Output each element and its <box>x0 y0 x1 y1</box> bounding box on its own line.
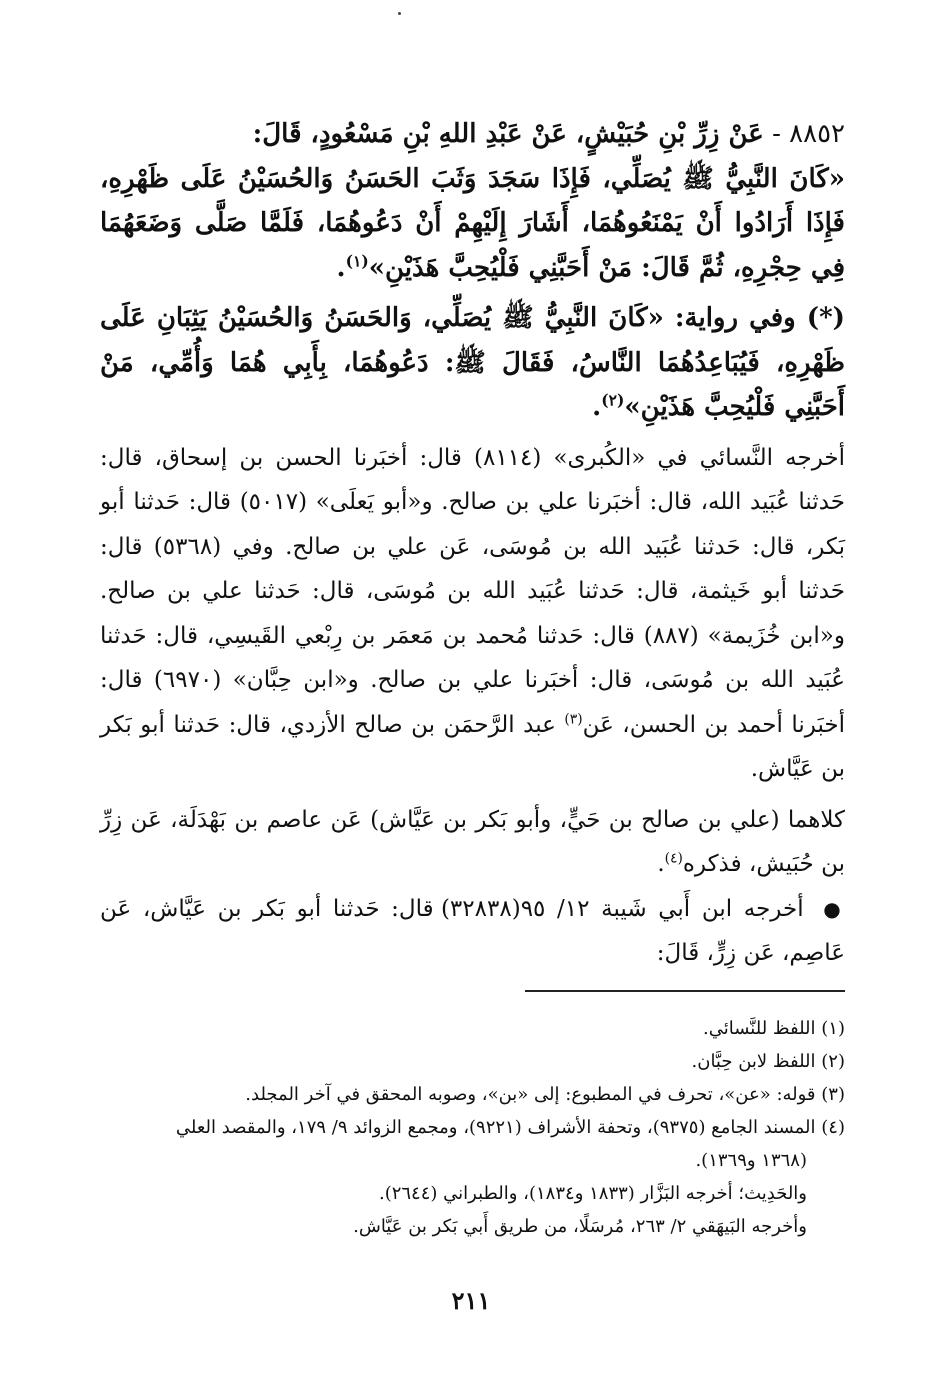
footnote-extra-1: والحَدِيث؛ أخرجه البَزَّار (١٨٣٣ و١٨٣٤)، والطبراني (٢٦٤٤). <box>378 1183 807 1204</box>
page-number: ٢١١ <box>451 1286 491 1315</box>
footnote-ref-2: (٢) <box>601 390 625 410</box>
footnote-ref-4: (٤) <box>664 850 683 867</box>
hadith-heading <box>100 112 845 157</box>
footnote-3: (٣) قوله: «عن»، تحرف في المطبوع: إلى «بن»، وصوبه المحقق في آخر المجلد. <box>245 1084 845 1105</box>
footnote-4: (٤) المسند الجامع (٩٣٧٥)، وتحفة الأشراف (٩٢٢١)، ومجمع الزوائد ٩/ ١٧٩، والمقصد العلي <box>175 1117 845 1138</box>
footnotes <box>100 1012 845 1243</box>
hadith-body: «كَانَ النَّبِيُّ ﷺ يُصَلِّي، فَإِذَا سَجَدَ وَثَبَ الحَسَنُ وَالحُسَيْنُ عَلَى ظَهْرِهِ، فَإِذَا أَرَادُوا أَنْ يَمْنَعُوهُمَا، أَشَارَ إِلَيْهِمْ أَنْ دَعُوهُمَا، فَلَمَّا صَلَّى وَضَعَهُمَا فِي حِجْرِهِ، ثُمَّ قَالَ: مَنْ أَحَبَّنِي فَلْيُحِبَّ هَذَيْنِ»$^{(١)}$. <box>100 163 845 283</box>
sources-paragraph-3 <box>100 887 845 976</box>
footnote-ref-3: (٣) <box>564 710 583 727</box>
chain-intro: عَنْ زِرِّ بْنِ حُبَيْشٍ، عَنْ عَبْدِ اللهِ بْنِ مَسْعُودٍ، قَالَ: <box>252 119 764 149</box>
scan-speck <box>398 12 401 15</box>
sources-text-1: أخرجه النَّسائي في «الكُبرى» (٨١١٤) قال: أخبَرنا الحسن بن إسحاق، قال: حَدثنا عُبَيد الله، قال: أخبَرنا علي بن صالح. و«أبو يَعلَى» (٥٠١٧) قال: حَدثنا أبو بَكر، قال: حَدثنا عُبَيد الله بن مُوسَى، عَن علي بن صالح. وفي (٥٣٦٨) قال: حَدثنا أبو خَيثمة، قال: حَدثنا عُبَيد الله بن مُوسَى، قال: حَدثنا علي بن صالح. و«ابن خُزَيمة» (٨٨٧) قال: حَدثنا مُحمد بن مَعمَر بن رِبْعي القَيسِي، قال: حَدثنا عُبَيد الله بن مُوسَى، قال: أخبَرنا علي بن صالح. و«ابن حِبَّان» (٦٩٧٠) قال: أخبَرنا أحمد بن الحسن، عَن <box>100 444 846 738</box>
bullet-icon: ● <box>823 896 845 921</box>
variant-text: (*) وفي رواية: «كَانَ النَّبِيُّ ﷺ يُصَلِّي، وَالحَسَنُ وَالحُسَيْنُ يَثِبَانِ عَلَى ظَهْرِهِ، فَيُبَاعِدُهُمَا النَّاسُ، فَقَالَ ﷺ: دَعُوهُمَا، بِأَبِي هُمَا وَأُمِّي، مَنْ أَحَبَّنِي فَلْيُحِبَّ هَذَيْنِ» <box>100 303 845 422</box>
footnote-separator <box>525 990 845 992</box>
footnote-4-continued: (١٣٦٨ و١٣٦٩). <box>695 1150 807 1171</box>
hadith-dash: - <box>763 119 781 149</box>
footnote-1: (١) اللفظ للنَّسائي. <box>703 1018 845 1039</box>
footnote-extra-2: وأخرجه البَيهَقي ٢/ ٢٦٣، مُرسَلًا، من طريق أَبي بَكر بن عَيَّاش. <box>353 1216 807 1237</box>
footnote-ref-1: (١) <box>345 250 369 270</box>
footnote-2: (٢) اللفظ لابن حِبَّان. <box>691 1051 845 1072</box>
hadith-text: «كَانَ النَّبِيُّ ﷺ يُصَلِّي، فَإِذَا سَجَدَ وَثَبَ الحَسَنُ وَالحُسَيْنُ عَلَى ظَهْرِهِ، فَإِذَا أَرَادُوا أَنْ يَمْنَعُوهُمَا، أَشَارَ إِلَيْهِمْ أَنْ دَعُوهُمَا، فَلَمَّا صَلَّى وَضَعَهُمَا فِي حِجْرِهِ، ثُمَّ قَالَ: مَنْ أَحَبَّنِي فَلْيُحِبَّ هَذَيْنِ» <box>100 163 845 283</box>
sources-text-3: أخرجه ابن أَبي شَيبة ١٢/ ٩٥(٣٢٨٣٨) قال: حَدثنا أبو بَكر بن عَيَّاش، عَن عَاصِم، عَن زِرٍّ، قَالَ: <box>100 895 845 966</box>
sources-paragraph-1 <box>100 436 845 792</box>
variant-narration: (*) وفي رواية: «كَانَ النَّبِيُّ ﷺ يُصَلِّي، وَالحَسَنُ وَالحُسَيْنُ يَثِبَانِ عَلَى ظَهْرِهِ، فَيُبَاعِدُهُمَا النَّاسُ، فَقَالَ ﷺ: دَعُوهُمَا، بِأَبِي هُمَا وَأُمِّي، مَنْ أَحَبَّنِي فَلْيُحِبَّ هَذَيْنِ»$^{(٢)}$. <box>100 303 845 422</box>
sources-text-2: كلاهما (علي بن صالح بن حَيٍّ، وأبو بَكر بن عَيَّاش) عَن عاصم بن بَهْدَلَة، عَن زِرِّ بن حُبَيش، فذكره <box>100 806 845 877</box>
sources-text-1b: عبد الرَّحمَن بن صالح الأزدي، قال: حَدثنا أبو بَكر بن عَيَّاش. <box>100 711 845 782</box>
sources-paragraph-2: كلاهما (علي بن صالح بن حَيٍّ، وأبو بَكر بن عَيَّاش) عَن عاصم بن بَهْدَلَة، عَن زِرِّ بن حُبَيش، فذكره$^{(٤)}$. <box>100 806 845 877</box>
hadith-number: ٨٨٥٢ <box>789 119 845 149</box>
main-text <box>100 112 845 976</box>
